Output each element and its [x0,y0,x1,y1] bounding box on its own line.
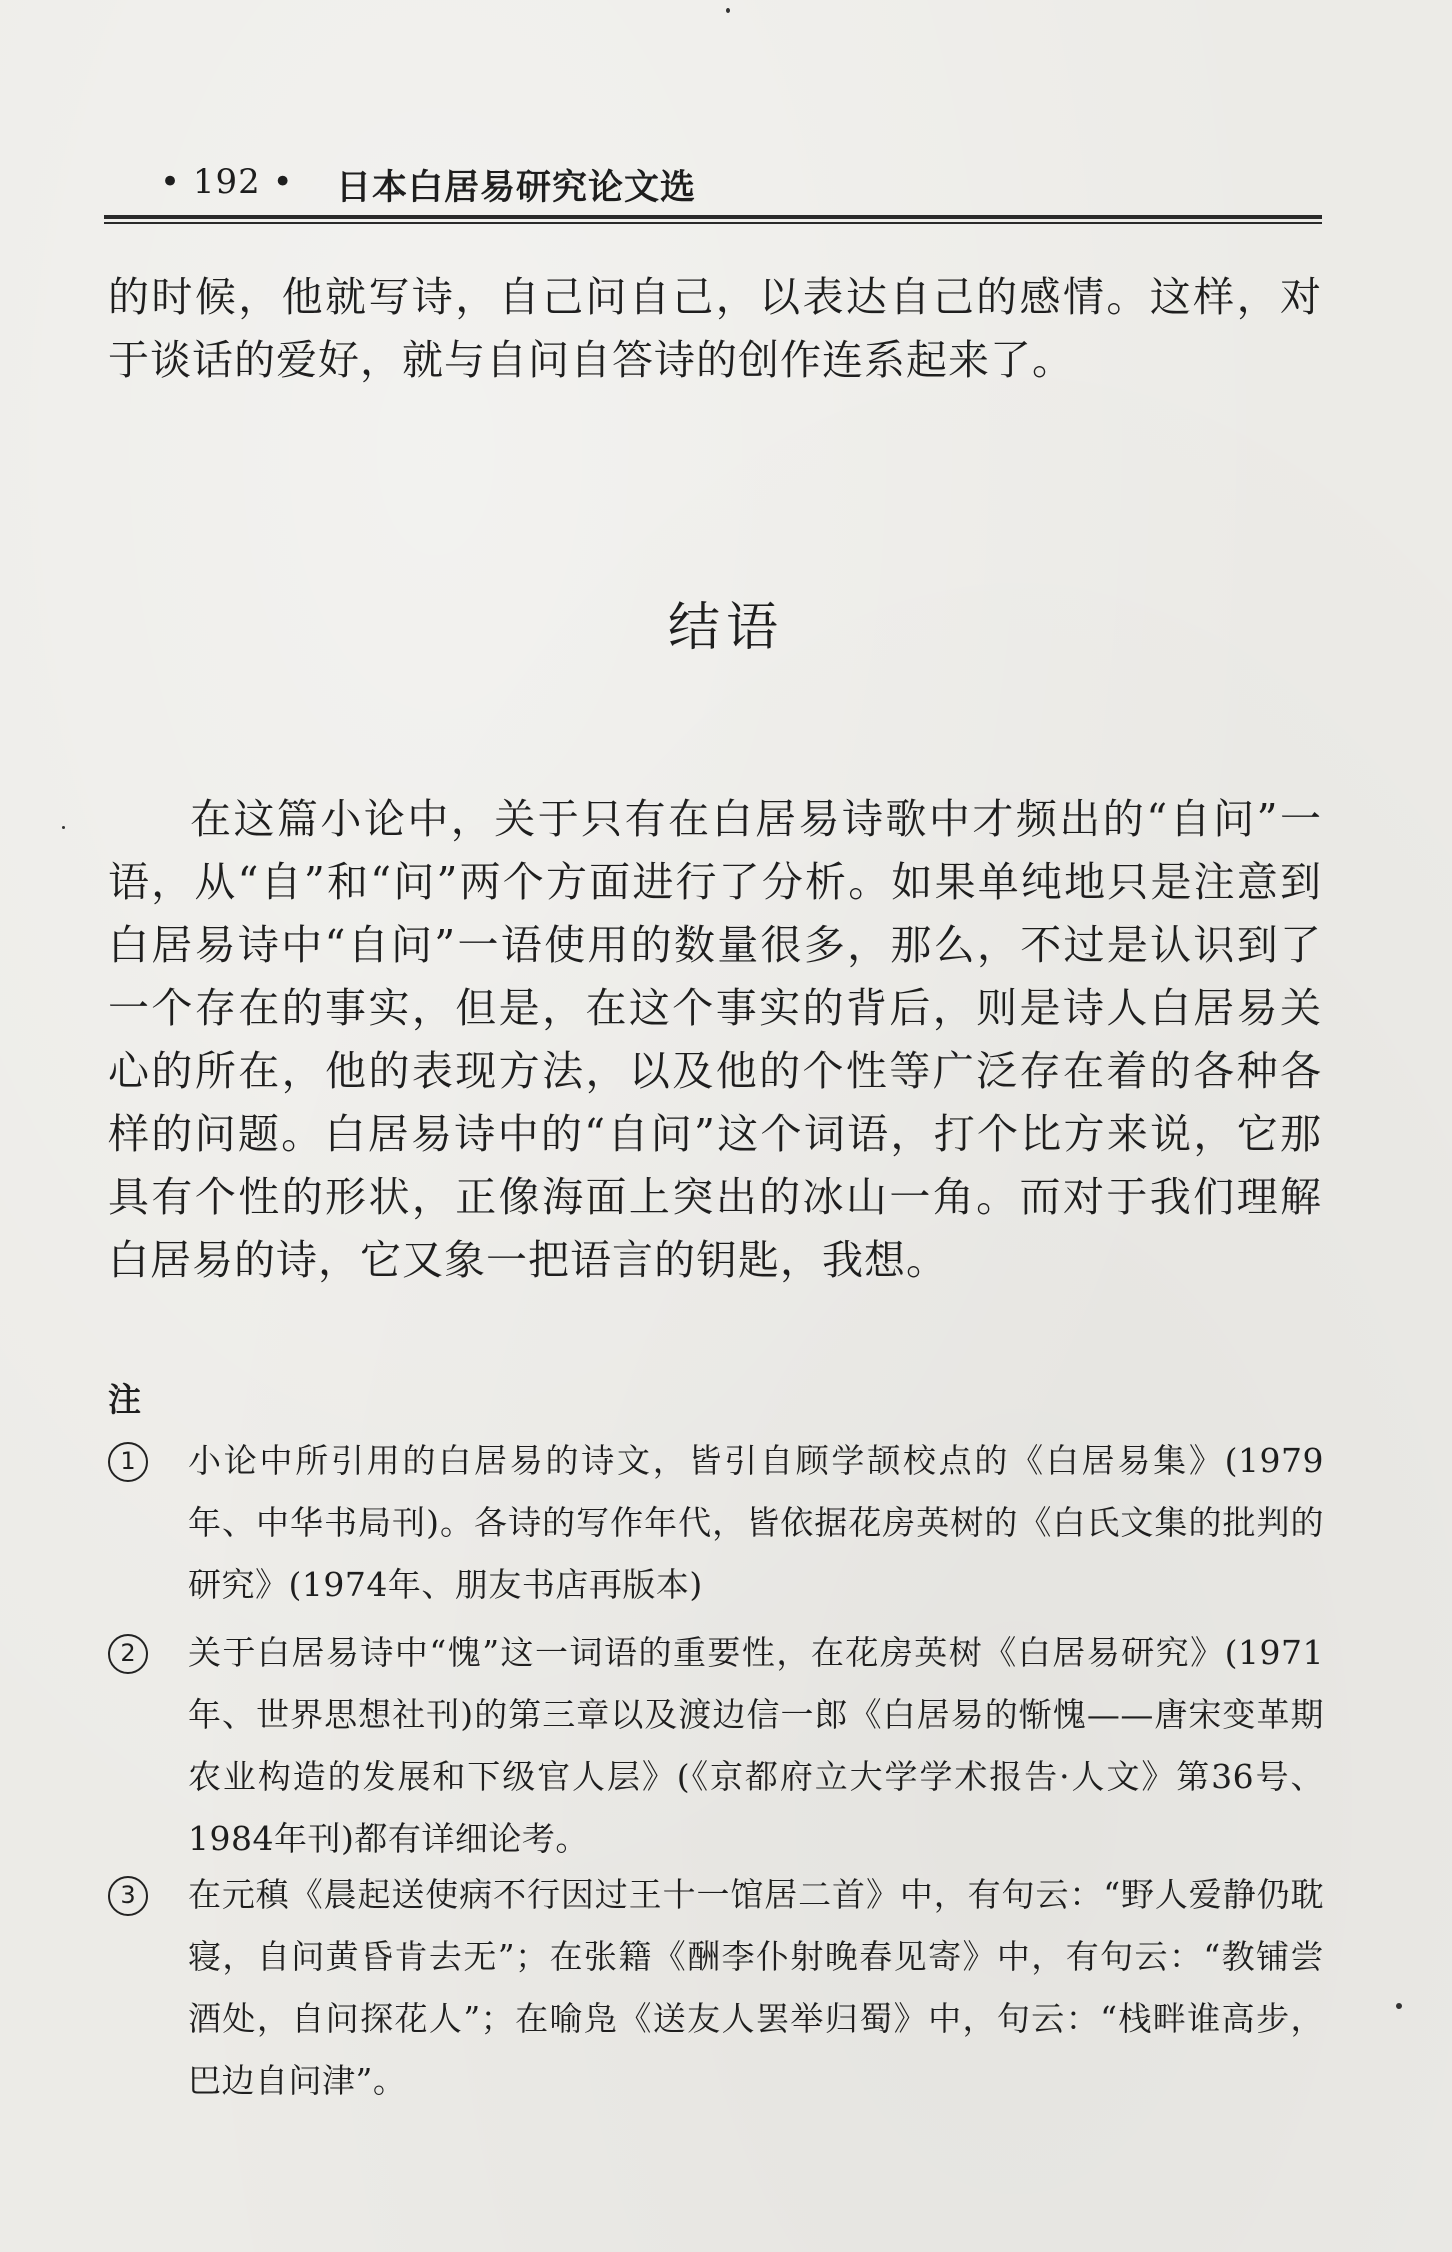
book-title: 日本白居易研究论文选 [336,168,697,208]
note-number-circle: 3 [108,1876,148,1916]
intro-paragraph: 的时候，他就写诗，自己问自己，以表达自己的感情。这样，对于谈话的爱好，就与自问自答诗的创作连系起来了。 [108,273,1322,384]
header-rule-thin [104,222,1322,224]
section-title: 结语 [667,598,784,658]
scan-speck [726,8,730,13]
notes-heading: 注 [108,1380,141,1419]
note-number-circle: 1 [108,1442,148,1482]
conclusion-paragraph: 在这篇小论中，关于只有在白居易诗歌中才频出的“自问”一语，从“自”和“问”两个方面进行了分析。如果单纯地只是注意到白居易诗中“自问”一语使用的数量很多，那么，不过是认识到了一个存在的事实，但是，在这个事实的背后，则是诗人白居易关心的所在，他的表现方法，以及他的个性等广泛存在着的各种各样的问题。白居易诗中的“自问”这个词语，打个比方来说，它那具有个性的形状，正像海面上突出的冰山一角。而对于我们理解白居易的诗，它又象一把语言的钥匙，我想。 [108,795,1322,1284]
note-text: 在元稹《晨起送使病不行因过王十一馆居二首》中，有句云：“野人爱静仍耽寝，自问黄昏肯去无”；在张籍《酬李仆射晚春见寄》中，有句云：“教铺尝酒处，自问探花人”；在喻凫《送友人罢举归蜀》中，句云：“栈畔谁高步，巴边自问津”。 [188,1875,1324,2100]
header-rule-thick [104,215,1322,219]
note-text: 关于白居易诗中“愧”这一词语的重要性，在花房英树《白居易研究》(1971年、世界思想社刊)的第三章以及渡边信一郎《白居易的惭愧——唐宋变革期农业构造的发展和下级官人层》(《京都府立大学学术报告·人文》第36号、1984年刊)都有详细论考。 [188,1633,1324,1858]
note-text: 小论中所引用的白居易的诗文，皆引自顾学颉校点的《白居易集》(1979年、中华书局刊)。各诗的写作年代，皆依据花房英树的《白氏文集的批判的研究》(1974年、朋友书店再版本) [188,1441,1324,1604]
scan-speck [1396,2003,1402,2009]
note-number-circle: 2 [108,1634,148,1674]
scan-speck [62,826,65,829]
page-number: • 192 • [160,162,294,202]
page-header [108,158,1322,214]
